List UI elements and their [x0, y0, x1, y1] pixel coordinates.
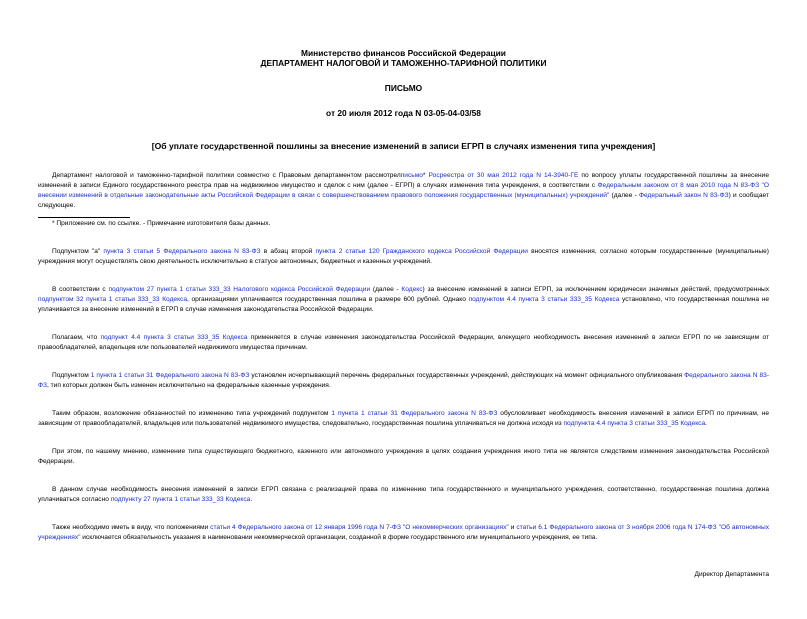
department-name: ДЕПАРТАМЕНТ НАЛОГОВОЙ И ТАМОЖЕННО-ТАРИФНОЙ ПОЛИТИКИ [260, 58, 547, 68]
signature-line: Директор Департамента [694, 571, 769, 578]
document-page [0, 48, 807, 619]
paragraph-text: , тип которых должен быть изменен исключительно на федеральные казенные учреждения. [47, 382, 331, 389]
document-link[interactable]: подпунктом 32 пункта 1 статьи 333_33 Кодекса [38, 296, 188, 303]
paragraph [38, 447, 769, 467]
paragraph-text: и [508, 524, 517, 531]
paragraph [38, 371, 769, 391]
document-link[interactable]: Росреестра от 30 мая 2012 года N 14-3940-ГЕ [428, 172, 579, 179]
document-link[interactable]: 1 пункта 1 статьи 31 Федерального закона N 83-ФЗ [331, 410, 498, 417]
document-link[interactable]: пункта 2 статьи 120 Гражданского кодекса Российской Федерации [315, 248, 528, 255]
paragraph-text: , организациями уплачивается государственная пошлина в размере 600 рублей. Однако [187, 296, 469, 303]
footnote-divider [38, 217, 130, 218]
paragraph-text: ) за внесение изменений в записи ЕГРП, за исключением юридически значимых действий, предусмотренных [422, 286, 769, 293]
paragraph [38, 333, 769, 353]
paragraph-text: В данном случае необходимость внесения изменений в записи ЕГРП связана с реализацией права по изменению типа государственного и муниципального учреждения, соответственно, государственная пошлина должна уплачиваться согласно [38, 486, 769, 503]
document-type: ПИСЬМО [384, 83, 423, 93]
paragraph [38, 485, 769, 505]
paragraph-text: Таким образом, возложение обязанностей по изменению типа учреждений подпунктом [52, 410, 332, 417]
document-link[interactable]: 1 пункта 1 статьи 31 Федерального закона N 83-ФЗ [90, 372, 250, 379]
document-link[interactable]: подпункт 4.4 пункта 3 статьи 333_35 Кодекса [100, 334, 248, 341]
document-link[interactable]: Кодекс [401, 286, 423, 293]
paragraph [38, 171, 769, 211]
paragraph-text: (далее - [370, 286, 402, 293]
paragraph-text: по вопросу уплаты государственной пошлины за внесение изменений в записи Единого государственного реестра прав на недвижимое имущество и сделок с ним (далее - ЕГРП) в случаях изменения типа учреждения, в соответствии с [38, 172, 769, 189]
document-link[interactable]: подпунктом 4.4 пункта 3 статьи 333_35 Кодекса [468, 296, 620, 303]
paragraph-text: установлен исчерпывающий перечень федеральных государственных учреждений, действующих на момент официального опубликования [249, 372, 685, 379]
ministry-name: Министерство финансов Российской Федерации [301, 48, 506, 58]
paragraph-text: В соответствии с [52, 286, 109, 293]
document-link[interactable]: статьи 4 Федерального закона от 12 января 1996 года N 7-ФЗ "О некоммерческих организациях" [210, 524, 509, 531]
document-link[interactable]: статьи 6.1 Федерального закона от 3 ноября 2006 года N 174-ФЗ "Об автономных учреждениях" [38, 524, 769, 541]
document-link[interactable]: пункта 3 статьи 5 Федерального закона N 83-ФЗ [103, 248, 261, 255]
document-link[interactable]: подпункту 27 пункта 1 статьи 333_33 Кодекса [110, 496, 251, 503]
document-link[interactable]: Федеральный закон N 83-ФЗ [639, 192, 729, 199]
paragraph-text: . [705, 420, 707, 427]
document-link[interactable]: Федеральным законом от 8 мая 2010 года N 83-ФЗ "О внесении изменений в отдельные законодательные акты Российской Федерации в связи с совершенствованием правового положения государственных (муниципальных) учреждений" [38, 182, 769, 199]
document-link[interactable]: подпунктом 27 пункта 1 статьи 333_33 Налогового кодекса Российской Федерации [108, 286, 371, 293]
paragraph-text: применяется в случае изменения законодательства Российской Федерации, влекущего необходимость внесения изменений в записи ЕГРП по не зависящим от правообладателей, владельцев или пользователей недвижимого имущества причинам. [38, 334, 769, 351]
paragraph [38, 409, 769, 429]
paragraph-text: установлено, что государственная пошлина не уплачивается за внесение изменений в ЕГРП в случае изменения законодательства Российской Федерации. [38, 296, 770, 313]
paragraph-text: ) и сообщает следующее. [38, 192, 769, 209]
document-date-number: от 20 июля 2012 года N 03-05-04-03/58 [326, 108, 481, 118]
paragraph-text: Полагаем, что [52, 334, 101, 341]
paragraph-text: вносятся изменения, согласно которым государственные (муниципальные) учреждения могут осуществлять свою деятельность исключительно в статусе автономных, бюджетных и казенных учреждений. [38, 248, 769, 265]
paragraph-text: обусловливает необходимость внесения изменений в записи ЕГРП по причинам, не зависящим от правообладателей, владельцев или пользователей недвижимого имущества, следовательно, государственная пошлина уплачиваться не должна исходя из [38, 410, 770, 427]
paragraph [38, 285, 769, 315]
paragraph-text: . [250, 496, 253, 503]
paragraph-text: * [422, 172, 429, 179]
paragraph-text: При этом, по нашему мнению, изменение типа существующего бюджетного, казенного или автономного учреждения в целях создания учреждения иного типа не является следствием изменения законодательства Российской Федерации. [38, 448, 769, 465]
paragraph-text: Департамент налоговой и таможенно-тарифной политики совместно с Правовым департаментом рассмотрел [52, 172, 401, 179]
paragraph-text: исключается обязательность указания в наименовании некоммерческой организации, созданной в форме государственного или муниципального учреждения, ее типа. [80, 534, 598, 541]
paragraph-text: в абзац второй [260, 248, 316, 255]
paragraph-text: Подпунктом [52, 372, 91, 379]
paragraph-text: Подпунктом "а" [52, 248, 104, 255]
paragraph-text: Также необходимо иметь в виду, что положениями [52, 524, 211, 531]
document-link[interactable]: подпункта 4.4 пункта 3 статьи 333_35 Кодекса [563, 420, 706, 427]
document-title: [Об уплате государственной пошлины за внесение изменений в записи ЕГРП в случаях изменения типа учреждения] [151, 141, 656, 151]
footnote: * Приложение см. по ссылке. - Примечание изготовителя базы данных. [52, 220, 271, 227]
document-link[interactable]: письмо [400, 172, 423, 179]
document-link[interactable]: Федерального закона N 83-ФЗ [38, 372, 770, 389]
paragraph [38, 523, 769, 543]
paragraph-text: (далее - [609, 192, 640, 199]
paragraph [38, 247, 769, 267]
